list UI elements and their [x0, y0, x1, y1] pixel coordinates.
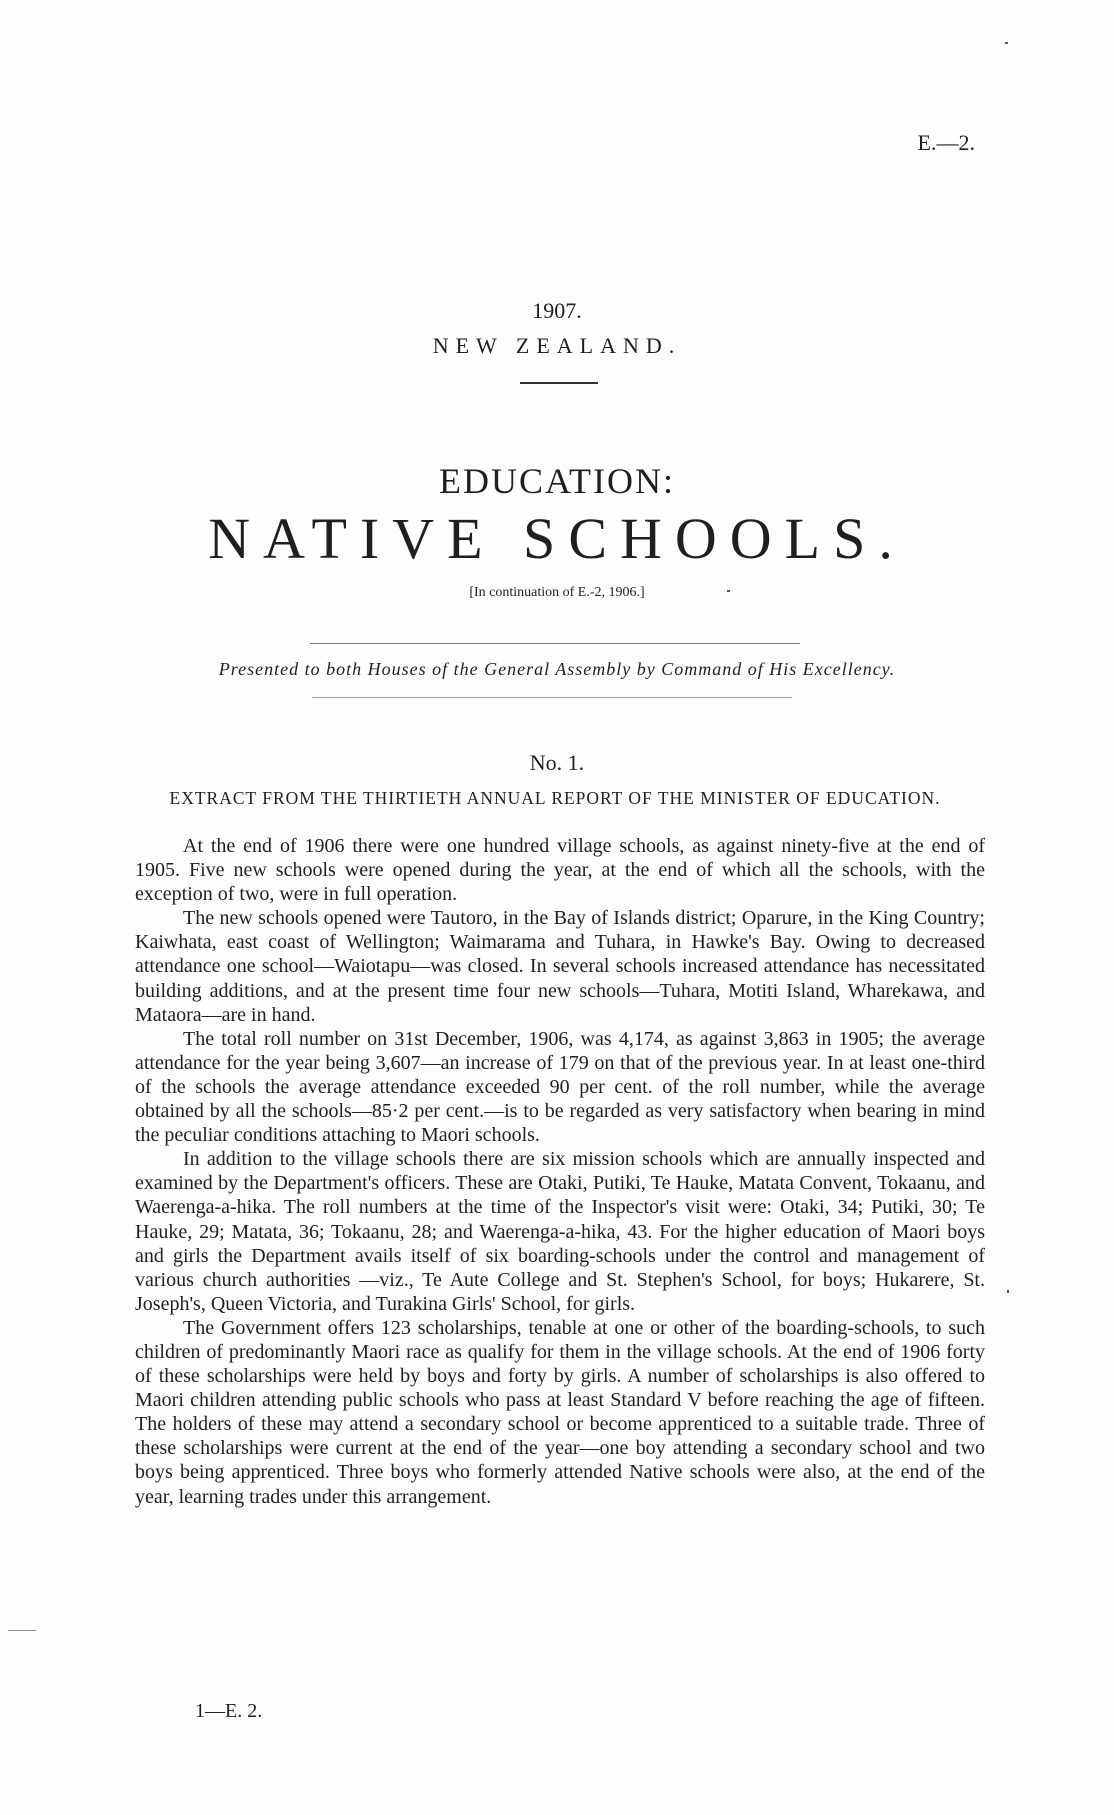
body-paragraph: At the end of 1906 there were one hundred village schools, as against ninety-five at the end of 1905. Five new schools were opened during the year, at the end of which all the schools, with the exception of two, were in full operation. [135, 835, 985, 906]
scan-mark [8, 1630, 36, 1631]
presented-rule-bottom [312, 697, 792, 698]
body-paragraph: In addition to the village schools there are six mission schools which are annually inspected and examined by the Department's officers. These are Otaki, Putiki, Te Hauke, Matata Convent, Tokaanu, and Waerenga-a-hika. The roll numbers at the time of the Inspector's visit were: Otaki, 34; Putiki, 30; Te Hauke, 29; Matata, 36; Tokaanu, 28; and Waerenga-a-hika, 43. For the higher education of Maori boys and girls the Department avails itself of six boarding-schools under the control and management of various church authorities —viz., Te Aute College and St. Stephen's School, for boys; Hukarere, St. Joseph's, Queen Victoria, and Turakina Girls' School, for girls. [135, 1148, 985, 1315]
continuation-note: [In continuation of E.-2, 1906.] [469, 585, 645, 600]
country-heading: NEW ZEALAND. [432, 333, 682, 358]
scan-speck [1005, 42, 1008, 44]
scan-speck [727, 590, 730, 592]
body-paragraph: The Government offers 123 scholarships, tenable at one or other of the boarding-schools, to such children of predominantly Maori race as qualify for them in the village schools. At the end of 1906 forty of these scholarships were held by boys and forty by girls. A number of scholarships is also offered to Maori children attending public schools who pass at least Standard V before reaching the age of fifteen. The holders of these may attend a secondary school or become apprenticed to a suitable trade. Three of these scholarships were current at the end of the year—one boy attending a secondary school and two boys being apprenticed. Three boys who formerly attended Native schools were also, at the end of the year, learning trades under this arrangement. [135, 1316, 985, 1508]
body-paragraph: The total roll number on 31st December, 1906, was 4,174, as against 3,863 in 1905; the average attendance for the year being 3,607—an increase of 179 on that of the previous year. In at least one-third of the schools the average attendance exceeded 90 per cent. of the roll number, while the average obtained by all the schools—85·2 per cent.—is to be regarded as very satisfactory when bearing in mind the peculiar conditions attaching to Maori schools. [135, 1027, 985, 1147]
report-body [135, 834, 985, 1509]
scan-speck [1007, 1290, 1009, 1293]
section-title: EXTRACT FROM THE THIRTIETH ANNUAL REPORT OF THE MINISTER OF EDUCATION. [169, 788, 941, 808]
main-heading: EDUCATION: [439, 461, 675, 501]
section-number: No. 1. [529, 750, 585, 775]
sheet-reference: 1—E. 2. [195, 1700, 263, 1722]
presented-line: Presented to both Houses of the General Assembly by Command of His Excellency. [218, 659, 896, 679]
presented-rule-top [310, 643, 800, 644]
body-paragraph: The new schools opened were Tautoro, in the Bay of Islands district; Oparure, in the King Country; Kaiwhata, east coast of Wellington; Waimarama and Tuhara, in Hawke's Bay. Owing to decreased attendance one school—Waiotapu—was closed. In several schools increased attendance has necessitated building additions, and at the present time four new schools—Tuhara, Motiti Island, Wharekawa, and Mataora—are in hand. [135, 907, 985, 1026]
page-reference: E.—2. [917, 130, 975, 155]
main-subheading: NATIVE SCHOOLS. [208, 506, 906, 571]
publication-year: 1907. [532, 298, 582, 323]
title-divider [520, 382, 598, 384]
